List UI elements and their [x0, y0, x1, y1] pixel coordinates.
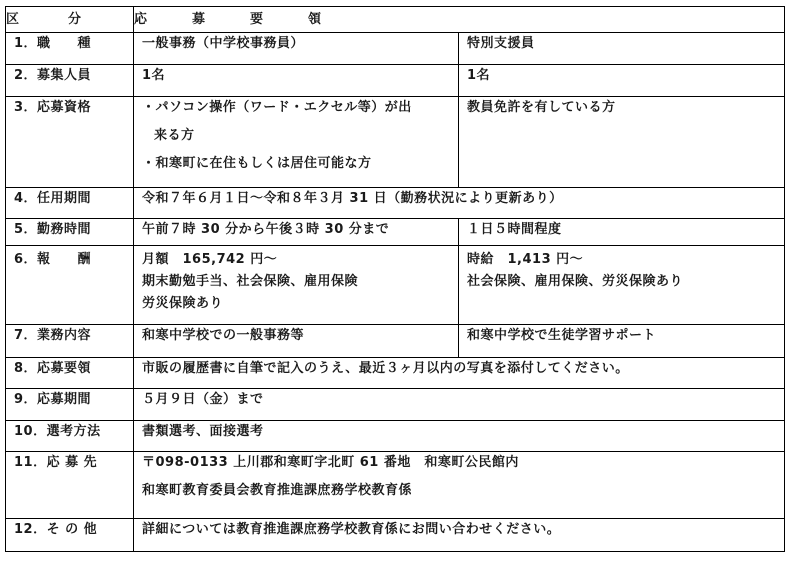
table-row-application-period — [6, 389, 785, 421]
pay-line: 時給 1,413 円～ — [467, 252, 584, 267]
cell-general: 1名 — [134, 65, 459, 97]
cell-value: ５月９日（金）まで — [134, 389, 785, 421]
row-label: 4．任用期間 — [6, 188, 134, 219]
row-label: 6．報 酬 — [6, 246, 134, 325]
pay-line: 社会保険、雇用保険、労災保険あり — [467, 274, 684, 289]
header-requirements: 応 募 要 領 — [134, 7, 785, 33]
table-row-job-type — [6, 33, 785, 65]
header-row — [6, 7, 785, 33]
table-row-destination — [6, 452, 785, 519]
pay-line: 期末勤勉手当、社会保険、雇用保険 — [142, 274, 359, 289]
cell-special: １日５時間程度 — [459, 219, 785, 246]
table-row-pay — [6, 246, 785, 325]
table-row-openings — [6, 65, 785, 97]
table-row-hours — [6, 219, 785, 246]
cell-value: 詳細については教育推進課庶務学校教育係にお問い合わせください。 — [134, 519, 785, 552]
cell-special: 1名 — [459, 65, 785, 97]
table-row-selection — [6, 421, 785, 452]
row-label: 3．応募資格 — [6, 97, 134, 188]
cell-general: 午前７時 30 分から午後３時 30 分まで — [134, 219, 459, 246]
pay-line: 月額 165,742 円～ — [142, 252, 278, 267]
cell-special: 特別支援員 — [459, 33, 785, 65]
row-label: 1．職 種 — [6, 33, 134, 65]
cell-value: 書類選考、面接選考 — [134, 421, 785, 452]
row-label: 2．募集人員 — [6, 65, 134, 97]
table-row-application-guide — [6, 358, 785, 389]
recruitment-table — [5, 6, 785, 552]
row-label: 11．応 募 先 — [6, 452, 134, 519]
row-label: 10．選考方法 — [6, 421, 134, 452]
table-row-other — [6, 519, 785, 552]
cell-general: 和寒中学校での一般事務等 — [134, 325, 459, 358]
cell-general: 一般事務（中学校事務員） — [134, 33, 459, 65]
cell-value: 令和７年６月１日～令和８年３月 31 日（勤務状況により更新あり） — [134, 188, 785, 219]
row-label: 7．業務内容 — [6, 325, 134, 358]
cell-value: 市販の履歴書に自筆で記入のうえ、最近３ヶ月以内の写真を添付してください。 — [134, 358, 785, 389]
qualification-line: ・パソコン操作（ワード・エクセル等）が出 — [142, 100, 412, 115]
row-label: 9．応募期間 — [6, 389, 134, 421]
row-label: 12．そ の 他 — [6, 519, 134, 552]
cell-general — [134, 97, 459, 188]
row-label: 5．勤務時間 — [6, 219, 134, 246]
office-line: 和寒町教育委員会教育推進課庶務学校教育係 — [142, 483, 413, 498]
table-row-term — [6, 188, 785, 219]
table-row-qualifications — [6, 97, 785, 188]
qualification-line: ・和寒町に在住もしくは居住可能な方 — [142, 156, 372, 171]
cell-special: 教員免許を有している方 — [459, 97, 785, 188]
header-category: 区 分 — [6, 7, 134, 33]
address-line: 〒098-0133 上川郡和寒町字北町 61 番地 和寒町公民館内 — [142, 455, 519, 470]
row-label: 8．応募要領 — [6, 358, 134, 389]
cell-special: 和寒中学校で生徒学習サポート — [459, 325, 785, 358]
pay-line: 労災保険あり — [142, 296, 224, 311]
cell-general — [134, 246, 459, 325]
table-row-duties — [6, 325, 785, 358]
qualification-line: 来る方 — [154, 128, 195, 143]
cell-special — [459, 246, 785, 325]
cell-value — [134, 452, 785, 519]
